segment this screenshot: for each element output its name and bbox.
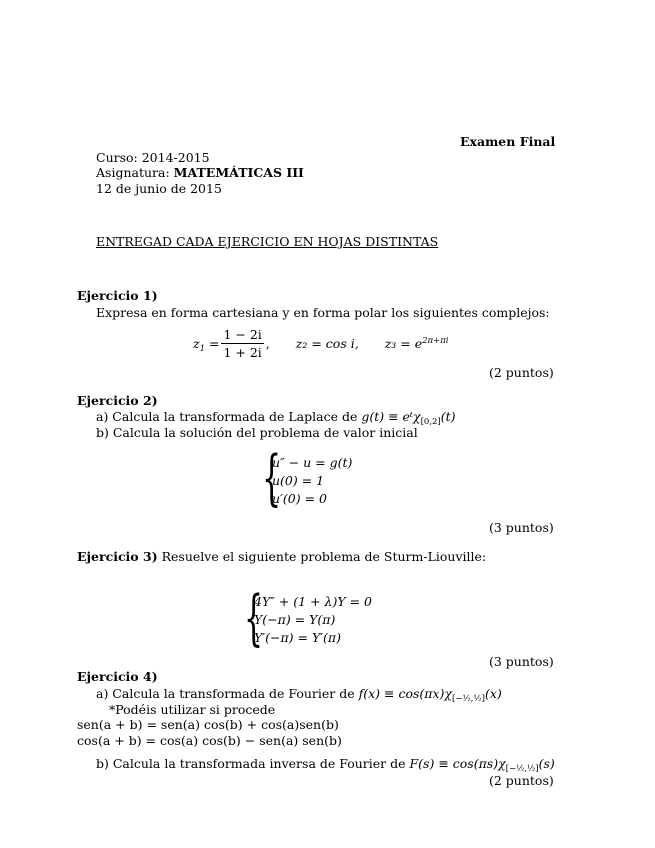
ex2-brace: { — [262, 443, 282, 513]
ex3-title: Ejercicio 3) — [77, 549, 158, 564]
z2-equation: z₂ = cos i, — [295, 336, 359, 351]
exam-type: Examen Final — [460, 134, 556, 149]
subject-name: MATEMÁTICAS III — [173, 165, 304, 180]
ex1-equations: $z_1$ = $\frac{1 - 2i}{1 + 2i}$ , z₂ = cos i, $z_3 = e^{2\pi+\pi i}$ — [193, 327, 449, 360]
ex4-part-a: a) Calcula la transformada de Fourier de $f(x) \equiv \cos(\pi x)\chi_{[-\frac{1}{2},\frac{1}{2}]}(x)$ — [96, 686, 502, 704]
subject-line — [96, 165, 304, 180]
z3-equation: $z_3 = e^{2\pi+\pi i}$ — [384, 336, 449, 351]
ex4-title: Ejercicio 4) — [77, 669, 158, 684]
ex2-part-a: a) Calcula la transformada de Laplace de g(t) ≡ eᵗχ$_{[0,2]}$(t) — [96, 409, 456, 427]
ex3-system-line-1: 4Y″ + (1 + λ)Y = 0 — [254, 594, 372, 609]
ex4-note: *Podéis utilizar si procede — [109, 702, 276, 717]
ex4-part-b: b) Calcula la transformada inversa de Fourier de $F(s) \equiv \cos(\pi s)\chi_{[-\frac{1}{2},\frac{1}{2}]}(s)$ — [96, 756, 555, 774]
ex2-points: (3 puntos) — [489, 520, 554, 535]
ex3-heading — [77, 549, 486, 564]
ex2-system-line-3: u′(0) = 0 — [272, 491, 327, 506]
ex3-system-line-2: Y(−π) = Y(π) — [254, 612, 336, 627]
ex4-identity-cos: cos(a + b) = cos(a) cos(b) − sen(a) sen(b) — [77, 733, 342, 748]
ex2-title: Ejercicio 2) — [77, 393, 158, 408]
course-year: Curso: 2014-2015 — [96, 150, 210, 165]
ex4-identity-sin: sen(a + b) = sen(a) cos(b) + cos(a)sen(b) — [77, 717, 339, 732]
ex3-system-line-3: Y′(−π) = Y′(π) — [254, 630, 342, 645]
z1-denominator: 1 + 2i — [223, 345, 262, 360]
ex4-points: (2 puntos) — [489, 773, 554, 788]
z1-fraction — [221, 327, 263, 360]
ex2-system-line-1: u″ − u = g(t) — [272, 455, 353, 470]
z1-numerator: 1 − 2i — [223, 327, 262, 342]
subject-label: Asignatura: — [96, 165, 170, 180]
exam-date: 12 de junio de 2015 — [96, 181, 222, 196]
ex2-part-b: b) Calcula la solución del problema de valor inicial — [96, 425, 418, 440]
ex3-points: (3 puntos) — [489, 654, 554, 669]
ex1-points: (2 puntos) — [489, 365, 554, 380]
ex3-statement: Resuelve el siguiente problema de Sturm-Liouville: — [161, 549, 487, 564]
ex2-system-line-2: u(0) = 1 — [272, 473, 325, 488]
instruction-heading: ENTREGAD CADA EJERCICIO EN HOJAS DISTINTAS — [96, 234, 439, 249]
ex1-title: Ejercicio 1) — [77, 288, 158, 303]
ex1-statement: Expresa en forma cartesiana y en forma polar los siguientes complejos: — [96, 305, 550, 320]
z1-lhs: $z_1$ = — [193, 336, 220, 354]
ex3-brace: { — [244, 583, 264, 653]
